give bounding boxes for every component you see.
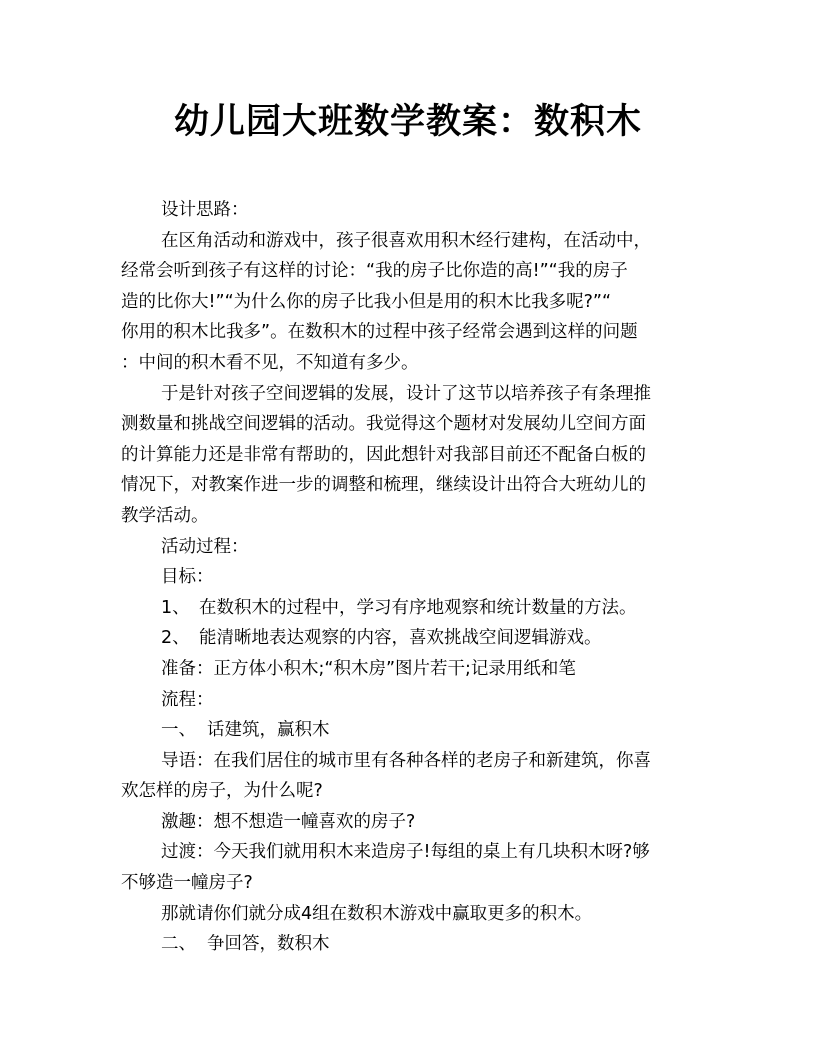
section-number: 二、 [161,934,196,955]
goal-item [121,623,701,654]
intro-line: 导语：在我们居住的城市里有各种各样的老房子和新建筑，你喜 [161,750,651,771]
transition-line: 过渡：今天我们就用积木来造房子!每组的桌上有几块积木呀?够 [161,842,650,863]
goal-text: 在数积木的过程中，学习有序地观察和统计数量的方法。 [199,597,637,618]
section-title: 话建筑，赢积木 [207,720,330,741]
document-body [121,195,701,960]
section-title: 争回答，数积木 [207,934,330,955]
preparation-line: 准备：正方体小积木;“积木房”图片若干;记录用纸和笔 [161,658,576,679]
design-line: 你用的积木比我多”。在数积木的过程中孩子经常会遇到这样的问题 [121,322,638,343]
section-heading [121,715,701,746]
goal-label: 目标： [161,567,214,588]
section-heading [121,929,701,960]
goal-text: 能清晰地表达观察的内容，喜欢挑战空间逻辑游戏。 [199,628,602,649]
transition-line: 不够造一幢房子? [121,873,253,894]
purpose-line: 情况下，对教案作进一步的调整和梳理，继续设计出符合大班幼儿的 [121,475,646,496]
goal-item [121,593,701,624]
process-label: 活动过程： [161,536,249,557]
document-title: 幼儿园大班数学教案：数积木 [173,101,642,142]
motivate-line: 激趣：想不想造一幢喜欢的房子? [161,811,416,832]
purpose-line: 于是针对孩子空间逻辑的发展，设计了这节以培养孩子有条理推 [161,383,651,404]
goal-number: 2、 [161,628,190,649]
intro-line: 欢怎样的房子，为什么呢? [121,781,323,802]
purpose-line: 的计算能力还是非常有帮助的，因此想针对我部目前还不配备白板的 [121,444,646,465]
design-line: ：中间的积木看不见，不知道有多少。 [121,352,419,373]
section-number: 一、 [161,720,196,741]
purpose-line: 测数量和挑战空间逻辑的活动。我觉得这个题材对发展幼儿空间方面 [121,414,646,435]
design-line: 在区角活动和游戏中，孩子很喜欢用积木经行建构，在活动中， [161,230,651,251]
flow-label: 流程： [161,689,214,710]
design-line: 造的比你大!”“为什么你的房子比我小但是用的积木比我多呢?”“ [121,291,612,312]
design-label: 设计思路： [161,200,249,220]
design-line: 经常会听到孩子有这样的讨论：“我的房子比你造的高!”“我的房子 [121,261,628,282]
purpose-line: 教学活动。 [121,505,209,526]
split-line: 那就请你们就分成4组在数积木游戏中赢取更多的积木。 [161,903,593,924]
goal-number: 1、 [161,597,190,618]
